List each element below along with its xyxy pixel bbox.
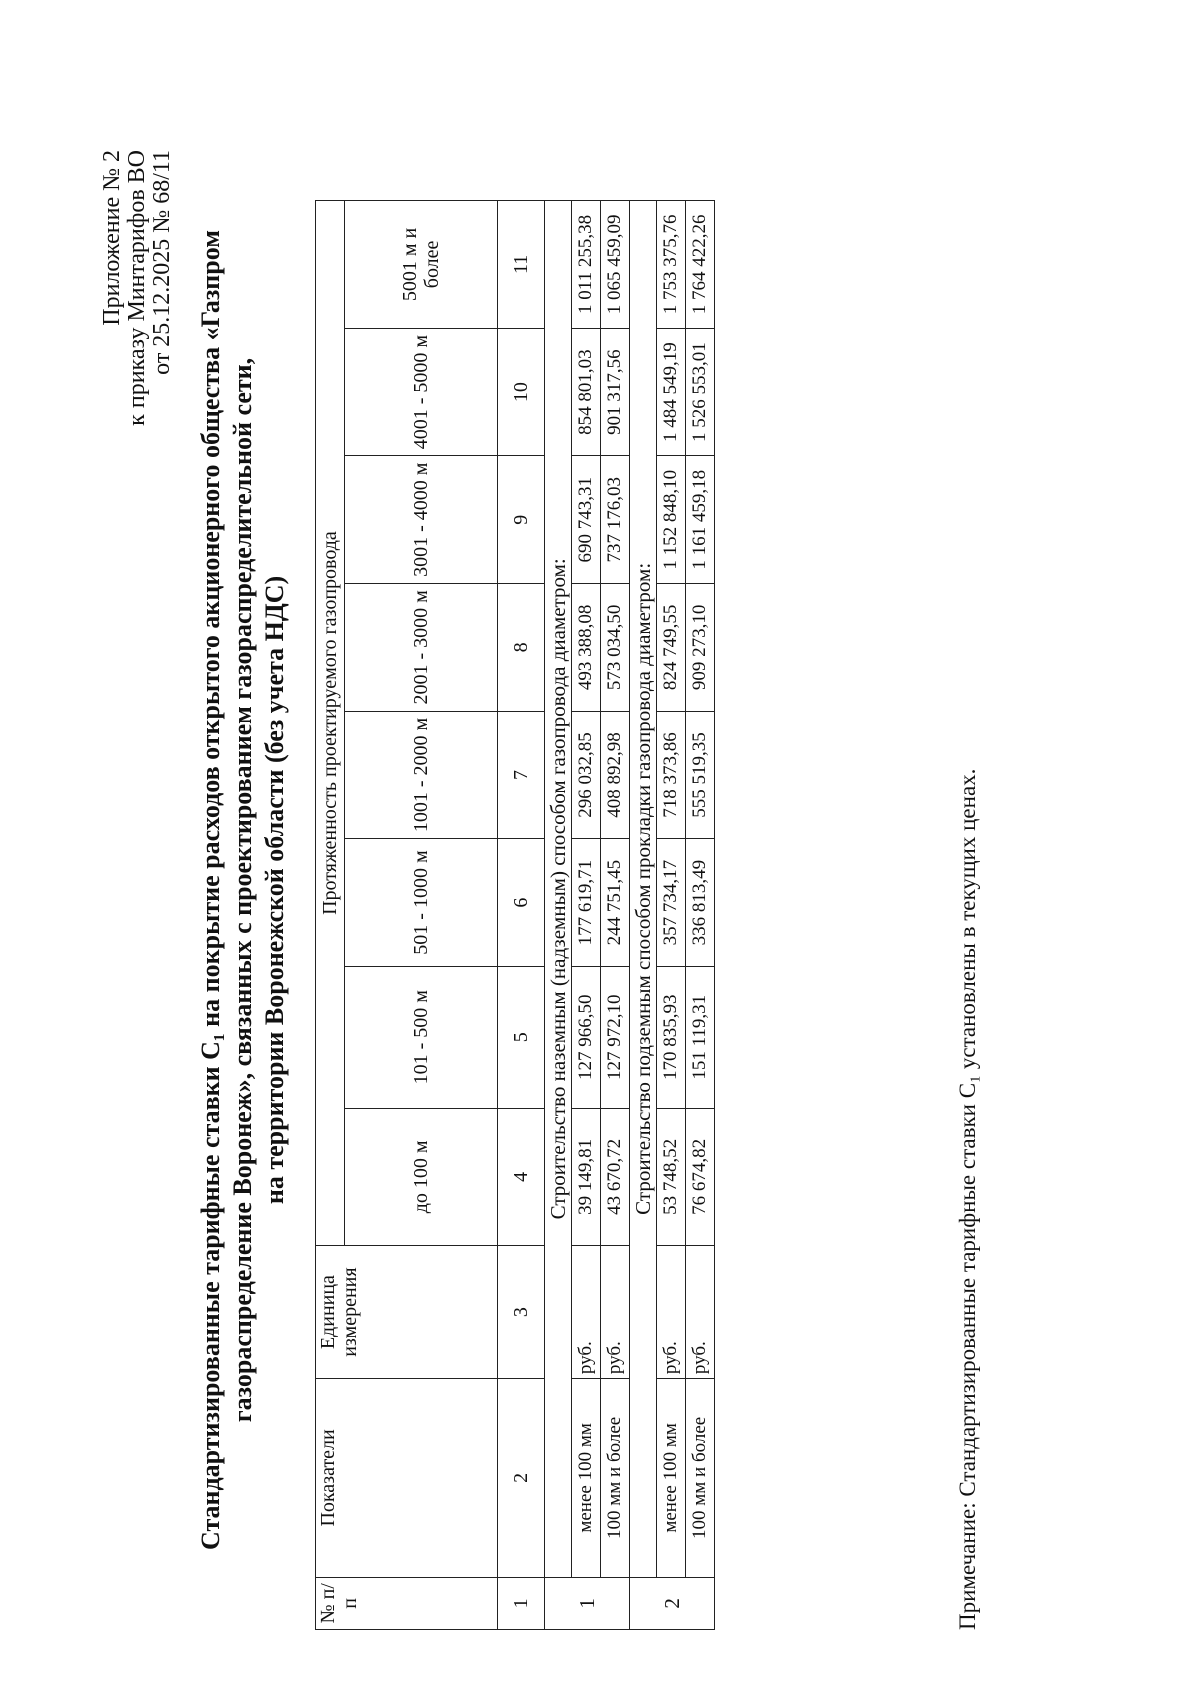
- value-cell: 127 966,50: [572, 966, 601, 1108]
- appendix-line: Приложение № 2: [99, 150, 125, 326]
- document-title: [195, 150, 291, 1630]
- section-number: 2: [630, 1577, 715, 1629]
- tariff-table: [315, 200, 715, 1630]
- column-number: 2: [498, 1379, 545, 1578]
- column-number: 5: [498, 966, 545, 1108]
- value-cell: 170 835,93: [657, 966, 686, 1108]
- value-cell: 408 892,98: [601, 711, 630, 839]
- value-cell: 1 526 553,01: [686, 328, 715, 456]
- value-cell: 127 972,10: [601, 966, 630, 1108]
- header-range: 101 - 500 м: [345, 966, 498, 1108]
- rotated-page: [30, 90, 1160, 1690]
- row-indicator: 100 мм и более: [686, 1379, 715, 1578]
- column-number: 3: [498, 1246, 545, 1379]
- value-cell: 690 743,31: [572, 456, 601, 584]
- value-cell: 737 176,03: [601, 456, 630, 584]
- value-cell: 1 161 459,18: [686, 456, 715, 584]
- value-cell: 1 011 255,38: [572, 201, 601, 329]
- title-line: на территории Воронежской области (без учета НДС): [260, 575, 289, 1205]
- section-title: Строительство подземным способом прокладки газопровода диаметром:: [630, 201, 657, 1578]
- value-cell: 901 317,56: [601, 328, 630, 456]
- value-cell: 336 813,49: [686, 839, 715, 967]
- value-cell: 718 373,86: [657, 711, 686, 839]
- value-cell: 555 519,35: [686, 711, 715, 839]
- column-number: 1: [498, 1577, 545, 1629]
- value-cell: 151 119,31: [686, 966, 715, 1108]
- header-indicator: Показатели: [316, 1379, 498, 1578]
- value-cell: 296 032,85: [572, 711, 601, 839]
- value-cell: 573 034,50: [601, 584, 630, 712]
- header-range: 3001 - 4000 м: [345, 456, 498, 584]
- header-range: 2001 - 3000 м: [345, 584, 498, 712]
- value-cell: 244 751,45: [601, 839, 630, 967]
- column-number: 9: [498, 456, 545, 584]
- value-cell: 493 388,08: [572, 584, 601, 712]
- value-cell: 39 149,81: [572, 1108, 601, 1245]
- row-unit: руб.: [686, 1246, 715, 1379]
- title-line: Стандартизированные тарифные ставки С₁ на покрытие расходов открытого акционерного общества «Газпром: [196, 230, 225, 1550]
- header-range: 1001 - 2000 м: [345, 711, 498, 839]
- header-num: № п/п: [316, 1577, 498, 1629]
- value-cell: 1 152 848,10: [657, 456, 686, 584]
- value-cell: 1 484 549,19: [657, 328, 686, 456]
- header-range: 5001 м и более: [345, 201, 498, 329]
- section-number: 1: [545, 1577, 630, 1629]
- row-indicator: менее 100 мм: [572, 1379, 601, 1578]
- header-unit: Единица измерения: [316, 1246, 498, 1379]
- column-number: 4: [498, 1108, 545, 1245]
- row-indicator: менее 100 мм: [657, 1379, 686, 1578]
- value-cell: 43 670,72: [601, 1108, 630, 1245]
- row-unit: руб.: [601, 1246, 630, 1379]
- row-unit: руб.: [572, 1246, 601, 1379]
- header-length-group: Протяженность проектируемого газопровода: [316, 201, 345, 1246]
- header-range: 501 - 1000 м: [345, 839, 498, 967]
- footnote: Примечание: Стандартизированные тарифные ставки С₁ установлены в текущих ценах.: [955, 768, 980, 1630]
- column-number: 11: [498, 201, 545, 329]
- column-number: 6: [498, 839, 545, 967]
- row-indicator: 100 мм и более: [601, 1379, 630, 1578]
- value-cell: 824 749,55: [657, 584, 686, 712]
- title-line: газораспределение Воронеж», связанных с проектированием газораспределительной сети,: [228, 357, 257, 1423]
- value-cell: 177 619,71: [572, 839, 601, 967]
- appendix-line: от 25.12.2025 № 68/11: [149, 150, 175, 375]
- value-cell: 1 764 422,26: [686, 201, 715, 329]
- header-range: 4001 - 5000 м: [345, 328, 498, 456]
- section-title: Строительство наземным (надземным) способом газопровода диаметром:: [545, 201, 572, 1578]
- column-number: 8: [498, 584, 545, 712]
- header-range: до 100 м: [345, 1108, 498, 1245]
- column-number: 7: [498, 711, 545, 839]
- appendix-reference: [100, 150, 175, 426]
- value-cell: 1 065 459,09: [601, 201, 630, 329]
- value-cell: 854 801,03: [572, 328, 601, 456]
- value-cell: 1 753 375,76: [657, 201, 686, 329]
- column-number: 10: [498, 328, 545, 456]
- value-cell: 909 273,10: [686, 584, 715, 712]
- value-cell: 53 748,52: [657, 1108, 686, 1245]
- value-cell: 357 734,17: [657, 839, 686, 967]
- value-cell: 76 674,82: [686, 1108, 715, 1245]
- row-unit: руб.: [657, 1246, 686, 1379]
- appendix-line: к приказу Минтарифов ВО: [124, 150, 150, 426]
